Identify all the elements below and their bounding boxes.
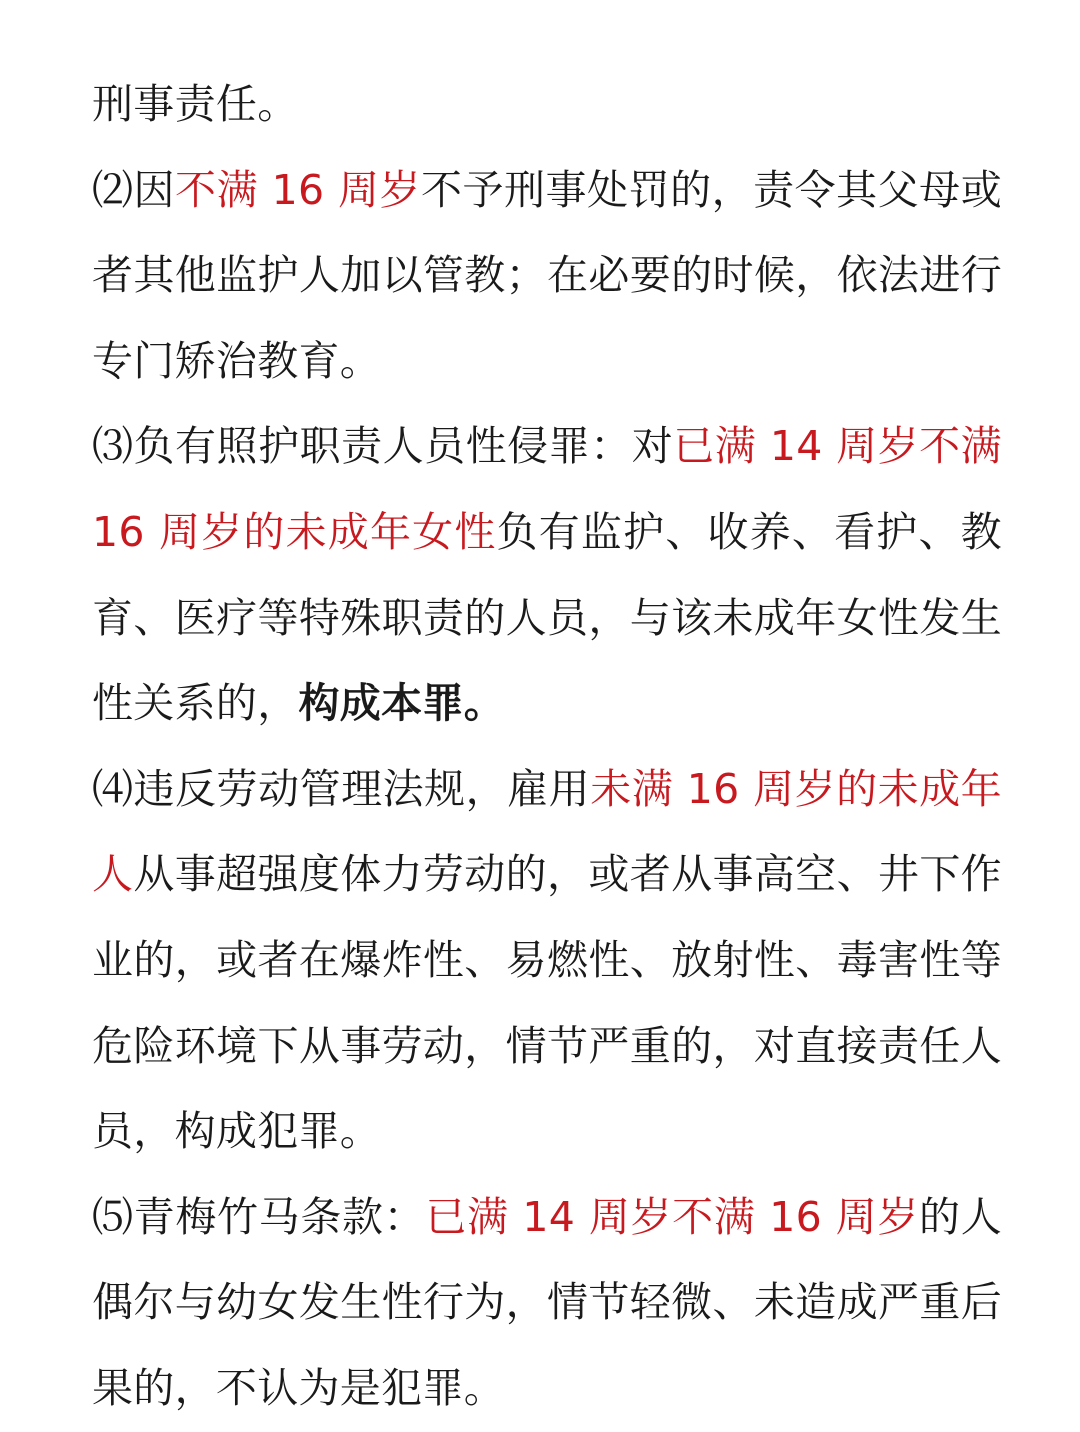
paragraph-3-highlight: 已满 14 周岁不满 16 周岁的未成年女性 [92,422,1002,556]
paragraph-4-prefix: ⑷违反劳动管理法规，雇用 [92,764,591,813]
paragraph-2-highlight: 不满 16 周岁 [175,165,421,214]
paragraph-2-prefix: ⑵因 [92,165,176,214]
paragraph-2 [92,148,1002,405]
paragraph-3-bold: 构成本罪。 [298,679,505,728]
paragraph-3-middle: 负有监护、收养、看护、教育、医疗等特殊职责的人员，与该未成年女性发生性关系的， [92,507,1002,728]
paragraph-2-suffix: 不予刑事处罚的，责令其父母或者其他监护人加以管教；在必要的时候，依法进行专门矫治教育。 [92,165,1002,385]
paragraph-3-prefix: ⑶负有照护职责人员性侵罪：对 [92,422,674,471]
paragraph-5 [92,1175,1002,1432]
paragraph-4-suffix: 从事超强度体力劳动的，或者从事高空、井下作业的，或者在爆炸性、易燃性、放射性、毒害性等危险环境下从事劳动，情节严重的，对直接责任人员，构成犯罪。 [92,850,1002,1156]
paragraph-1-text: 刑事责任。 [92,80,299,128]
paragraph-5-suffix: 的人偶尔与幼女发生性行为，情节轻微、未造成严重后果的，不认为是犯罪。 [92,1192,1002,1412]
paragraph-5-highlight: 已满 14 周岁不满 16 周岁 [425,1192,920,1241]
paragraph-4 [92,747,1002,1175]
document-body [92,62,1002,1432]
paragraph-4-highlight: 未满 16 周岁的未成年人 [92,764,1002,899]
paragraph-1 [92,62,1002,148]
paragraph-3 [92,404,1002,746]
paragraph-5-prefix: ⑸青梅竹马条款： [92,1192,426,1241]
